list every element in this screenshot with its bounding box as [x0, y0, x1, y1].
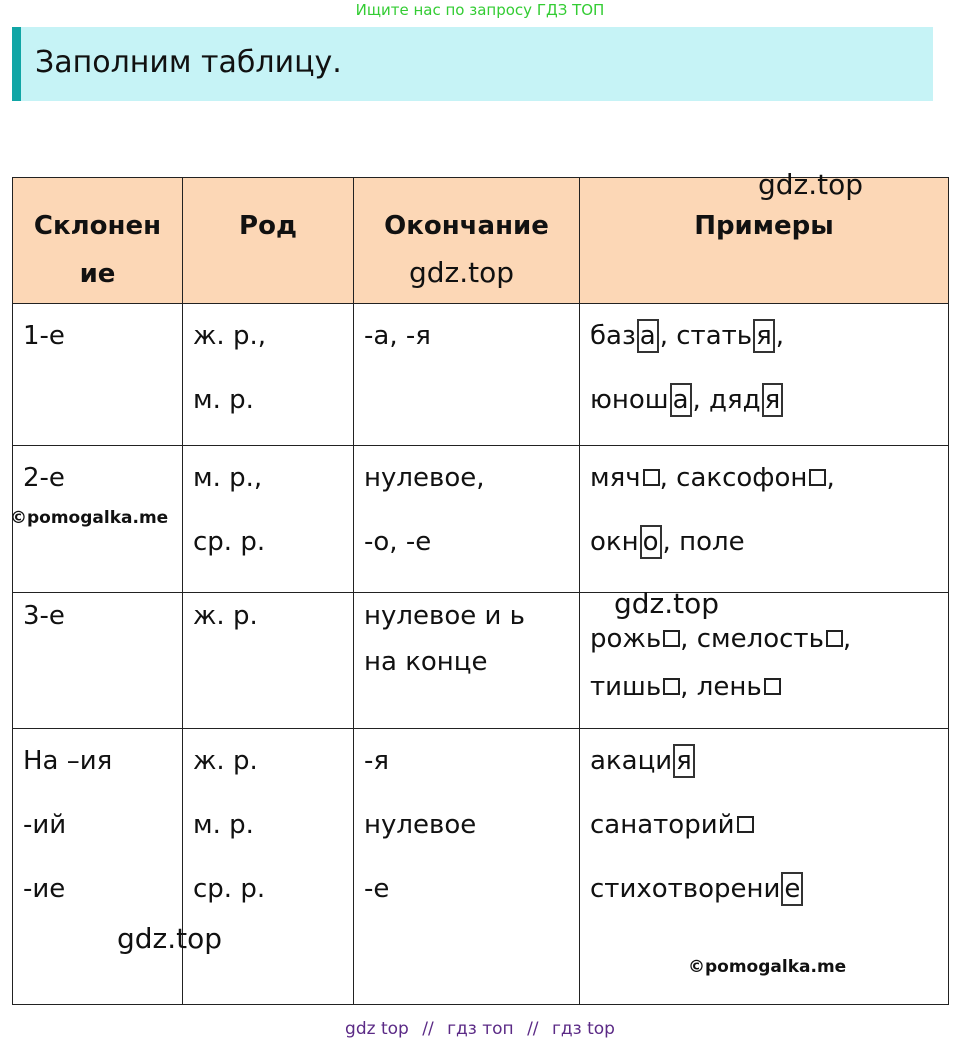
gender-cell: [183, 304, 354, 446]
ending-cell-line: -о, -е: [364, 527, 432, 557]
ending-highlight-box: я: [762, 383, 784, 417]
example-text: ,: [775, 321, 785, 351]
examples-line: [590, 510, 948, 574]
ending-highlight-box: я: [753, 319, 775, 353]
ending-cell-line: на конце: [364, 647, 488, 677]
declension-cell-line: 3-е: [23, 601, 65, 631]
example-text: юнош: [590, 385, 669, 415]
example-text: рожь: [590, 624, 662, 654]
example-text: , поле: [662, 527, 745, 557]
gender-cell-line: ж. р.,: [193, 321, 266, 351]
watermark-gdz-1: gdz.top: [758, 168, 864, 201]
gender-cell-line: ж. р.: [193, 746, 258, 776]
example-text: , дяд: [692, 385, 761, 415]
ending-highlight-box: а: [637, 319, 659, 353]
header-examples: Примеры: [580, 178, 949, 304]
declension-cell-line: 2-е: [23, 463, 65, 493]
gender-cell: [183, 446, 354, 593]
example-text: , саксофон: [659, 463, 808, 493]
example-text: санаторий: [590, 810, 735, 840]
zero-ending-square-icon: [809, 469, 826, 486]
examples-cell: [580, 446, 949, 593]
header-gender: Род: [183, 178, 354, 304]
ending-cell-line: -а, -я: [364, 321, 431, 351]
footer-link-gdz-top[interactable]: gdz top: [345, 1019, 409, 1039]
examples-line: [590, 446, 948, 510]
example-text: мяч: [590, 463, 641, 493]
declension-cell: [13, 729, 183, 1005]
declension-cell-line: -ие: [23, 874, 66, 904]
examples-line: [590, 615, 948, 663]
zero-ending-square-icon: [826, 630, 843, 647]
examples-cell: [580, 304, 949, 446]
example-text: окн: [590, 527, 639, 557]
examples-line: [590, 304, 948, 368]
ending-cell: [354, 593, 580, 729]
ending-cell-line: нулевое и ь: [364, 601, 525, 631]
table-row: [13, 593, 949, 729]
footer-separator-2: //: [527, 1019, 539, 1039]
watermark-gdz-2: gdz.top: [409, 256, 515, 289]
watermark-pomogalka-2: ©pomogalka.me: [688, 957, 847, 977]
footer-separator-1: //: [422, 1019, 434, 1039]
gender-cell-line: ср. р.: [193, 874, 266, 904]
zero-ending-square-icon: [663, 678, 680, 695]
zero-ending-square-icon: [643, 469, 660, 486]
footer-link-gdz-top-ru[interactable]: гдз топ: [447, 1019, 514, 1039]
examples-line: [590, 793, 948, 857]
declension-table: [12, 177, 949, 1005]
header-declension: [13, 178, 183, 304]
declension-cell-line: -ий: [23, 810, 67, 840]
gender-cell-line: м. р.,: [193, 463, 263, 493]
ending-cell-line: -е: [364, 874, 390, 904]
table-row: [13, 304, 949, 446]
gender-cell: [183, 729, 354, 1005]
watermark-gdz-4: gdz.top: [117, 922, 223, 955]
ending-highlight-box: я: [673, 744, 695, 778]
declension-cell: [13, 593, 183, 729]
zero-ending-square-icon: [764, 678, 781, 695]
task-header: [12, 27, 933, 101]
header-declension-line-2: ие: [79, 259, 116, 289]
declension-cell-line: 1-е: [23, 321, 65, 351]
gender-cell-line: м. р.: [193, 810, 254, 840]
ending-cell: [354, 729, 580, 1005]
gender-cell-line: ж. р.: [193, 601, 258, 631]
header-declension-line-1: Склонен: [33, 211, 162, 241]
examples-line: [590, 729, 948, 793]
ending-cell-line: нулевое: [364, 810, 477, 840]
example-text: акаци: [590, 746, 673, 776]
gender-cell-line: ср. р.: [193, 527, 266, 557]
declension-cell: [13, 304, 183, 446]
task-title: Заполним таблицу.: [35, 45, 342, 80]
example-text: стихотворени: [590, 874, 781, 904]
footer-link-gdz-top-mixed[interactable]: гдз top: [551, 1019, 615, 1039]
examples-line: [590, 663, 948, 711]
top-banner: Ищите нас по запросу ГДЗ ТОП: [355, 1, 605, 19]
ending-highlight-box: о: [640, 525, 662, 559]
ending-cell-line: нулевое,: [364, 463, 485, 493]
header-ending: Окончание: [354, 178, 580, 304]
example-text: ,: [826, 463, 835, 493]
declension-cell-line: На –ия: [23, 746, 113, 776]
ending-cell-line: -я: [364, 746, 390, 776]
example-text: баз: [590, 321, 636, 351]
example-text: , лень: [680, 672, 762, 702]
example-text: ,: [842, 624, 852, 654]
zero-ending-square-icon: [663, 630, 680, 647]
zero-ending-square-icon: [737, 816, 754, 833]
watermark-gdz-3: gdz.top: [614, 587, 720, 620]
example-text: тишь: [590, 672, 662, 702]
gender-cell: [183, 593, 354, 729]
examples-line: [590, 857, 948, 921]
example-text: , смелость: [680, 624, 824, 654]
examples-line: [590, 368, 948, 432]
ending-cell: [354, 446, 580, 593]
example-text: , стать: [659, 321, 753, 351]
gender-cell-line: м. р.: [193, 385, 254, 415]
ending-cell: [354, 304, 580, 446]
ending-highlight-box: е: [781, 872, 803, 906]
watermark-pomogalka-1: ©pomogalka.me: [10, 508, 169, 528]
footer-links: [0, 1019, 960, 1039]
ending-highlight-box: а: [670, 383, 692, 417]
